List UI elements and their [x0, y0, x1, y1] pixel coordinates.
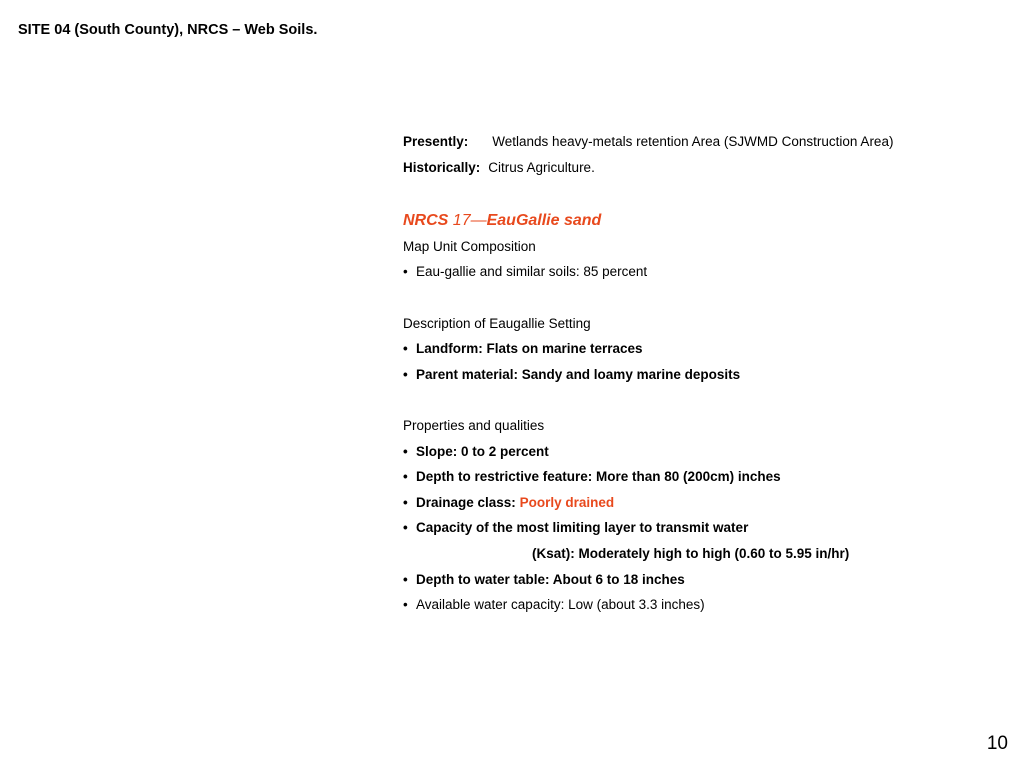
list-item: [403, 262, 1003, 288]
presently-value: Wetlands heavy-metals retention Area (SJWMD Construction Area): [492, 134, 894, 149]
bullet-icon: •: [403, 341, 408, 357]
bullet-icon: •: [403, 520, 408, 536]
drainage-value: Poorly drained: [519, 494, 615, 510]
nrcs-soil-name: EauGallie sand: [486, 211, 602, 229]
drainage-label: Drainage class:: [416, 494, 516, 510]
spacer: [403, 288, 1003, 314]
list-item: [403, 442, 1003, 468]
historically-label: Historically:: [403, 159, 481, 175]
map-unit-item: Eau-gallie and similar soils: 85 percent: [416, 264, 648, 280]
list-item: [403, 570, 1003, 596]
bullet-icon: •: [403, 494, 408, 510]
capacity-item: Capacity of the most limiting layer to transmit water: [416, 520, 749, 536]
presently-row: [403, 132, 1003, 158]
bullet-icon: •: [403, 264, 408, 280]
list-item: [403, 339, 1003, 365]
bullet-icon: •: [403, 597, 408, 613]
landform-item: Landform: Flats on marine terraces: [416, 341, 643, 357]
list-item: [403, 467, 1003, 493]
page-number: 10: [986, 733, 1008, 754]
spacer: [403, 390, 1003, 416]
available-water-item: Available water capacity: Low (about 3.3 inches): [416, 597, 705, 613]
presently-label: Presently:: [403, 134, 469, 149]
content-panel: [403, 132, 1003, 621]
nrcs-prefix: NRCS: [403, 211, 449, 229]
setting-heading: Description of Eaugallie Setting: [403, 315, 591, 331]
spacer: [403, 183, 1003, 209]
ksat-line: (Ksat): Moderately high to high (0.60 to 5.95 in/hr): [532, 545, 850, 561]
water-table-item: Depth to water table: About 6 to 18 inches: [416, 571, 685, 587]
historically-row: [403, 158, 1003, 184]
bullet-icon: •: [403, 571, 408, 587]
list-item: [403, 518, 1003, 544]
list-item: [403, 595, 1003, 621]
list-item: [403, 493, 1003, 519]
nrcs-heading: [403, 209, 1003, 237]
bullet-icon: •: [403, 366, 408, 382]
bullet-icon: •: [403, 469, 408, 485]
slope-item: Slope: 0 to 2 percent: [416, 443, 549, 459]
slide-title: SITE 04 (South County), NRCS – Web Soils.: [18, 22, 318, 38]
list-item: [403, 365, 1003, 391]
nrcs-number: 17—: [452, 211, 487, 229]
bullet-icon: •: [403, 443, 408, 459]
properties-heading: Properties and qualities: [403, 417, 545, 433]
historically-value: Citrus Agriculture.: [488, 159, 595, 175]
map-unit-heading: Map Unit Composition: [403, 238, 536, 254]
parent-material-item: Parent material: Sandy and loamy marine deposits: [416, 366, 741, 382]
restrictive-depth-item: Depth to restrictive feature: More than 80 (200cm) inches: [416, 469, 781, 485]
